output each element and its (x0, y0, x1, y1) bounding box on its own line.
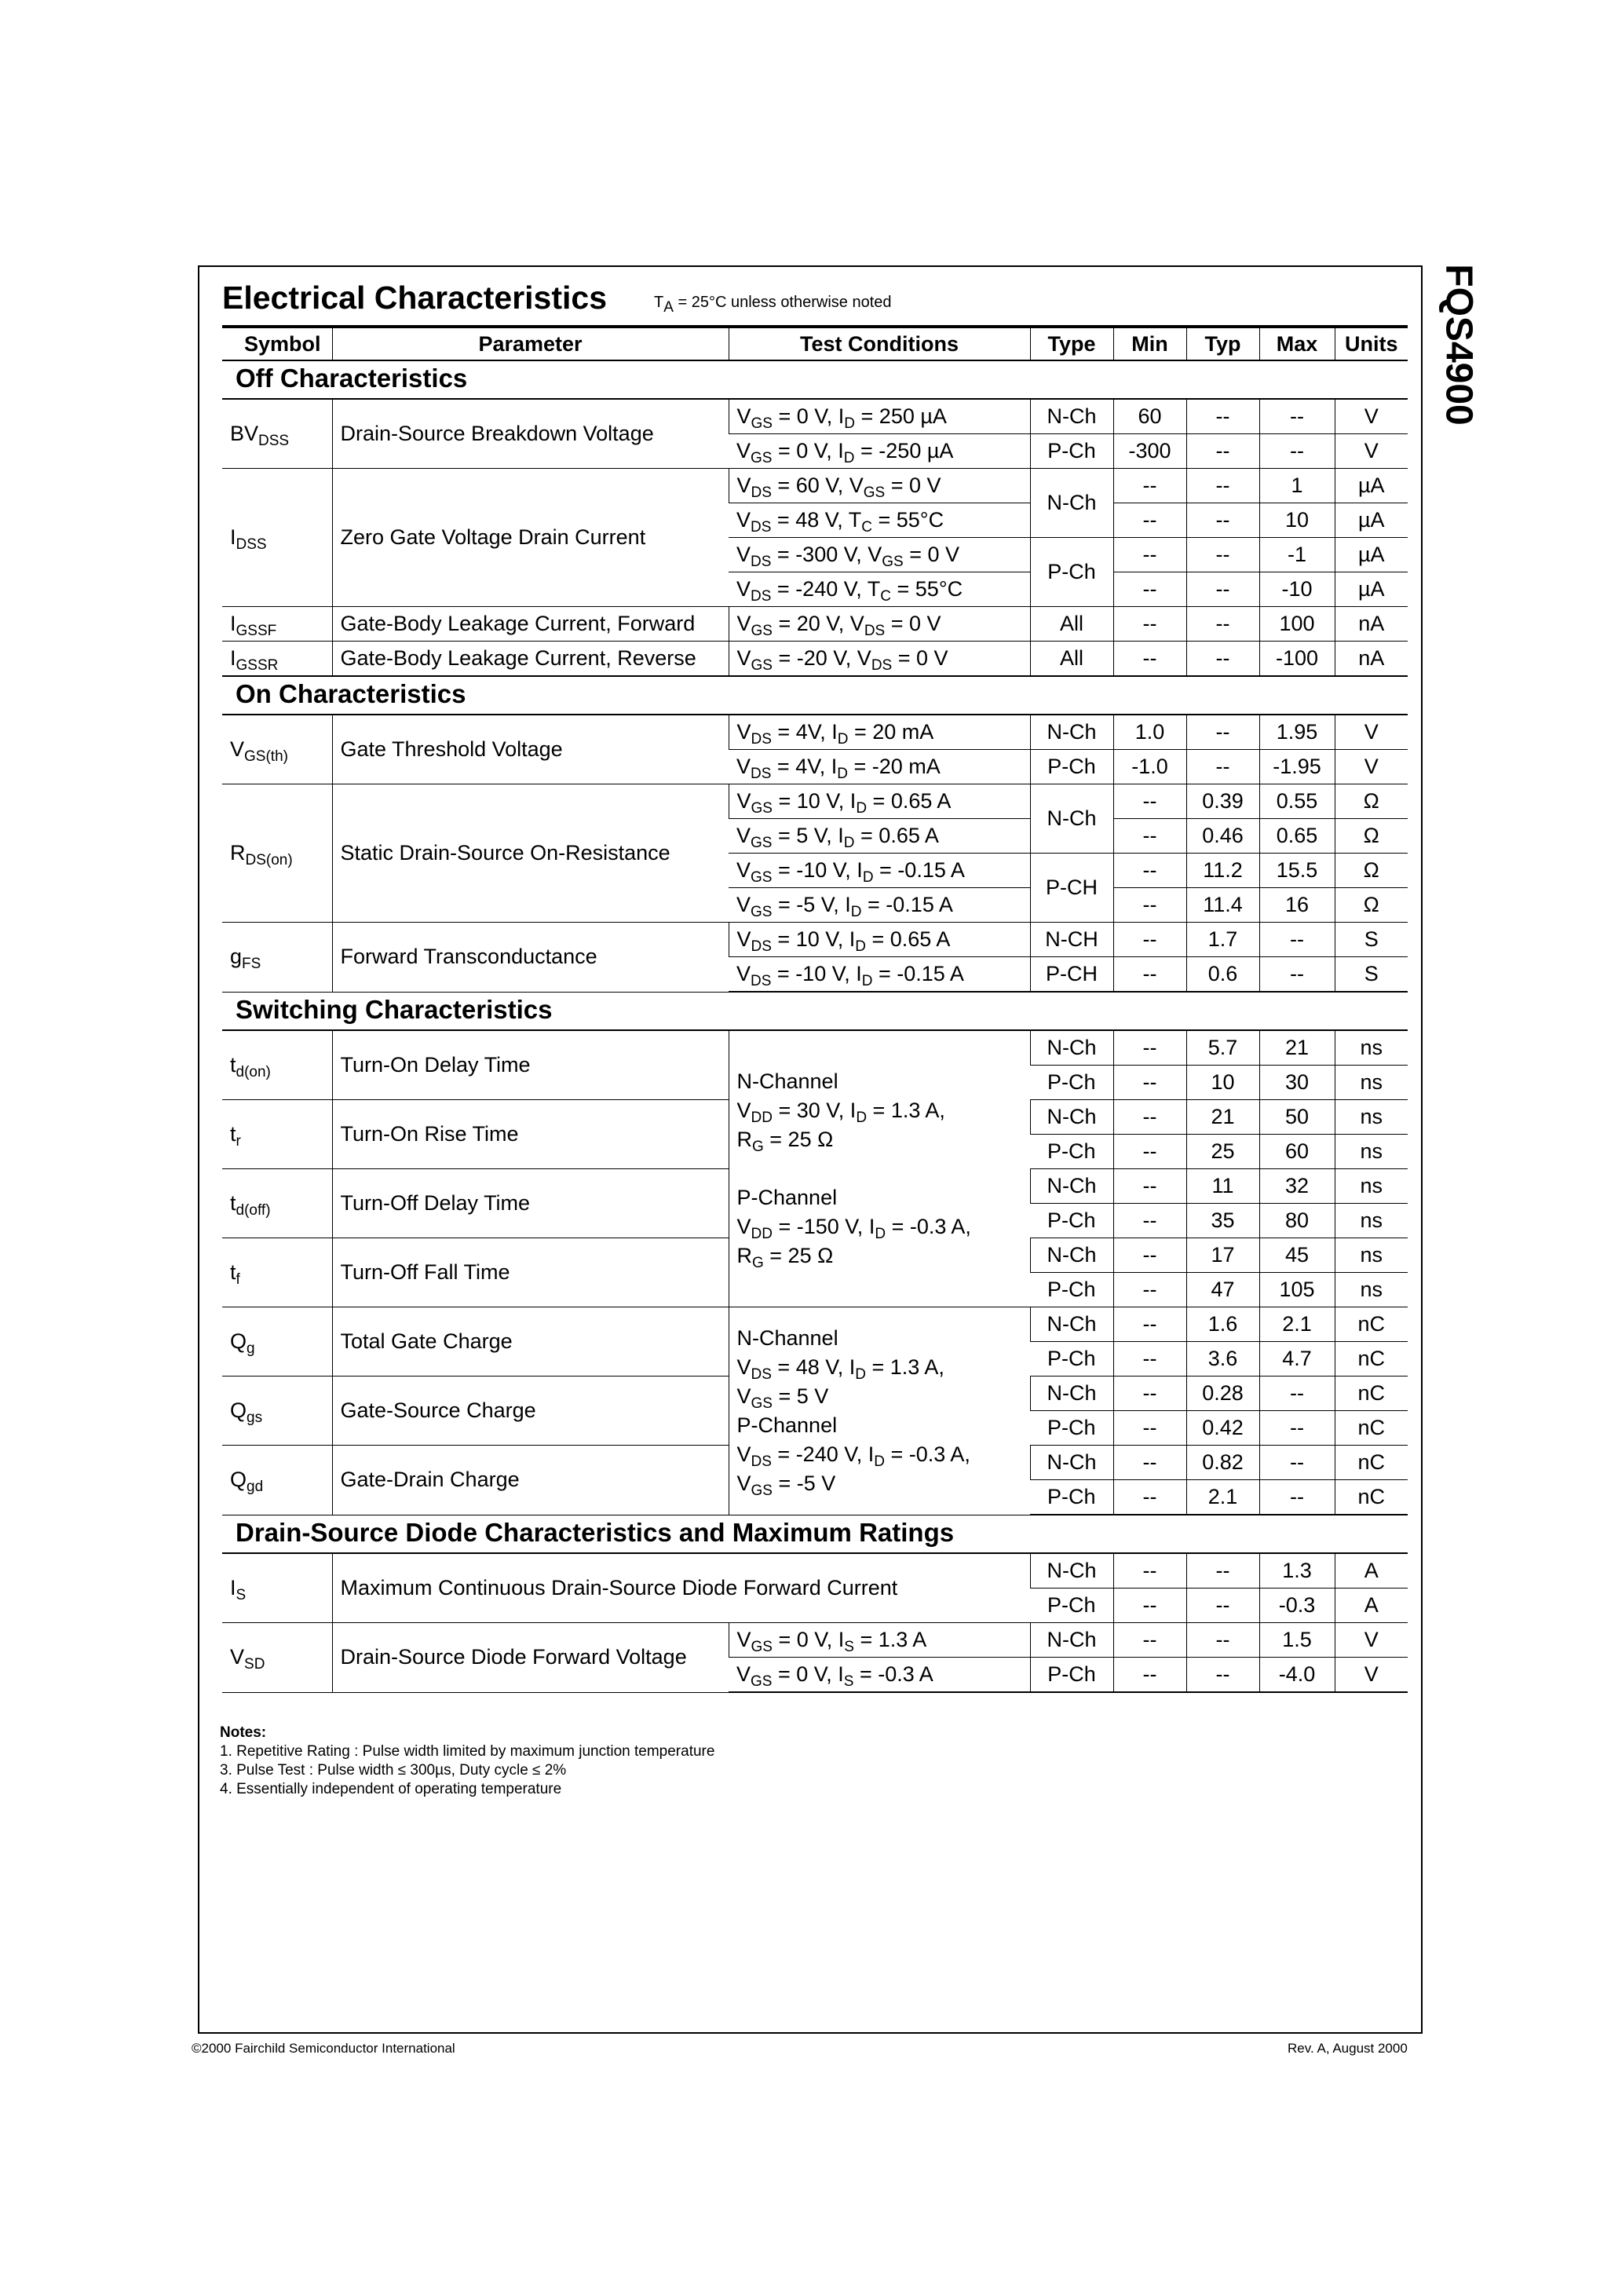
min-cell: -- (1113, 1411, 1186, 1446)
symbol-cell: $R_{DS(on)}$ (222, 784, 332, 923)
units-cell: V (1335, 434, 1408, 469)
typ-cell: -- (1186, 715, 1259, 750)
type-cell: N-Ch (1030, 784, 1113, 854)
units-cell: nC (1335, 1480, 1408, 1515)
type-cell: N-Ch (1030, 715, 1113, 750)
column-header: Typ (1186, 327, 1259, 360)
table-row (222, 469, 1408, 503)
symbol-cell: $I_{GSSF}$ (222, 607, 332, 642)
units-cell: V (1335, 399, 1408, 434)
max-cell: 50 (1259, 1100, 1335, 1135)
min-cell: -- (1113, 1100, 1186, 1135)
test-conditions-cell: $V_{DS} = -300$ V, $V_{GS} = 0$ V (729, 538, 1030, 572)
test-conditions-cell: N-Channel $V_{DD} = 30$ V, $I_D = 1.3$ A, $R_G = 25$ Ω P-Channel $V_{DD} = -150$ V, $I_D = -0.3$ A, $R_G = 25$ Ω (729, 1030, 1030, 1307)
section-header (222, 276, 1408, 324)
parameter-cell: Total Gate Charge (332, 1307, 729, 1377)
parameter-cell: Static Drain-Source On-Resistance (332, 784, 729, 923)
symbol-cell: $I_{DSS}$ (222, 469, 332, 607)
max-cell: -- (1259, 1446, 1335, 1480)
footer-copyright: ©2000 Fairchild Semiconductor International (192, 2041, 455, 2056)
column-header: Type (1030, 327, 1113, 360)
min-cell: -- (1113, 469, 1186, 503)
type-cell: P-Ch (1030, 1066, 1113, 1100)
max-cell: 60 (1259, 1135, 1335, 1169)
min-cell: -- (1113, 1238, 1186, 1273)
typ-cell: 0.28 (1186, 1377, 1259, 1411)
units-cell: nA (1335, 607, 1408, 642)
typ-cell: 17 (1186, 1238, 1259, 1273)
test-conditions-cell: $V_{GS} = 0$ V, $I_S = 1.3$ A (729, 1623, 1030, 1658)
max-cell: -- (1259, 1480, 1335, 1515)
units-cell: µA (1335, 469, 1408, 503)
min-cell: 60 (1113, 399, 1186, 434)
test-conditions-cell: $V_{DS} = -240$ V, $T_C = 55^\circ C$ (729, 572, 1030, 607)
typ-cell: 25 (1186, 1135, 1259, 1169)
max-cell: -- (1259, 1411, 1335, 1446)
max-cell: 1.95 (1259, 715, 1335, 750)
min-cell: -- (1113, 1589, 1186, 1623)
type-cell: N-CH (1030, 923, 1113, 957)
typ-cell: -- (1186, 399, 1259, 434)
table-row (222, 399, 1408, 434)
min-cell: -- (1113, 888, 1186, 923)
column-header: Parameter (332, 327, 729, 360)
parameter-cell: Gate-Body Leakage Current, Forward (332, 607, 729, 642)
units-cell: V (1335, 1658, 1408, 1693)
table-row (222, 642, 1408, 677)
parameter-cell: Gate Threshold Voltage (332, 715, 729, 784)
units-cell: Ω (1335, 784, 1408, 819)
test-conditions-cell: $V_{DS} = -10$ V, $I_D = -0.15$ A (729, 957, 1030, 993)
typ-cell: -- (1186, 538, 1259, 572)
typ-cell: -- (1186, 1623, 1259, 1658)
type-cell: P-Ch (1030, 1135, 1113, 1169)
symbol-cell: $t_{d(off)}$ (222, 1169, 332, 1238)
type-cell: N-Ch (1030, 1100, 1113, 1135)
footer-revision: Rev. A, August 2000 (1288, 2041, 1408, 2056)
condition-note: $T_A = 25^\circ C$ unless otherwise noted (654, 294, 892, 316)
table-row (222, 607, 1408, 642)
typ-cell: -- (1186, 572, 1259, 607)
type-cell: N-Ch (1030, 1377, 1113, 1411)
units-cell: nA (1335, 642, 1408, 677)
min-cell: -- (1113, 1377, 1186, 1411)
type-cell: P-Ch (1030, 1658, 1113, 1693)
min-cell: -- (1113, 1446, 1186, 1480)
typ-cell: -- (1186, 469, 1259, 503)
page-title: Electrical Characteristics (222, 280, 607, 316)
units-cell: nC (1335, 1446, 1408, 1480)
column-header: Max (1259, 327, 1335, 360)
max-cell: -- (1259, 1377, 1335, 1411)
units-cell: nC (1335, 1377, 1408, 1411)
max-cell: 15.5 (1259, 854, 1335, 888)
type-cell: P-CH (1030, 957, 1113, 993)
units-cell: S (1335, 957, 1408, 993)
column-header: Units (1335, 327, 1408, 360)
max-cell: 1.3 (1259, 1553, 1335, 1589)
typ-cell: 3.6 (1186, 1342, 1259, 1377)
typ-cell: -- (1186, 1589, 1259, 1623)
type-cell: N-Ch (1030, 1307, 1113, 1342)
units-cell: µA (1335, 572, 1408, 607)
units-cell: ns (1335, 1238, 1408, 1273)
max-cell: -1.95 (1259, 750, 1335, 784)
min-cell: -- (1113, 1342, 1186, 1377)
units-cell: A (1335, 1553, 1408, 1589)
max-cell: -0.3 (1259, 1589, 1335, 1623)
part-number-text: FQS4900 (1438, 264, 1480, 426)
typ-cell: 0.39 (1186, 784, 1259, 819)
typ-cell: -- (1186, 503, 1259, 538)
typ-cell: -- (1186, 642, 1259, 677)
test-conditions-cell: $V_{DS} = 10$ V, $I_D = 0.65$ A (729, 923, 1030, 957)
table-row (222, 923, 1408, 957)
symbol-cell: $Q_{gs}$ (222, 1377, 332, 1446)
min-cell: -- (1113, 1169, 1186, 1204)
table-row (222, 1553, 1408, 1589)
max-cell: 80 (1259, 1204, 1335, 1238)
max-cell: -10 (1259, 572, 1335, 607)
typ-cell: 11 (1186, 1169, 1259, 1204)
column-header: Min (1113, 327, 1186, 360)
units-cell: V (1335, 750, 1408, 784)
max-cell: 1.5 (1259, 1623, 1335, 1658)
symbol-cell: $t_r$ (222, 1100, 332, 1169)
units-cell: nC (1335, 1342, 1408, 1377)
min-cell: -- (1113, 923, 1186, 957)
typ-cell: 0.42 (1186, 1411, 1259, 1446)
note-item: 4. Essentially independent of operating temperature (220, 1781, 562, 1797)
test-conditions-cell: $V_{GS} = 0$ V, $I_S = -0.3$ A (729, 1658, 1030, 1693)
min-cell: -300 (1113, 434, 1186, 469)
min-cell: -- (1113, 1623, 1186, 1658)
notes (220, 1724, 714, 1799)
min-cell: -- (1113, 1480, 1186, 1515)
units-cell: Ω (1335, 819, 1408, 854)
typ-cell: 2.1 (1186, 1480, 1259, 1515)
symbol-cell: $Q_{gd}$ (222, 1446, 332, 1515)
type-cell: P-Ch (1030, 434, 1113, 469)
symbol-cell: $BV_{DSS}$ (222, 399, 332, 469)
max-cell: 10 (1259, 503, 1335, 538)
typ-cell: -- (1186, 607, 1259, 642)
typ-cell: 1.7 (1186, 923, 1259, 957)
min-cell: -- (1113, 538, 1186, 572)
type-cell: P-Ch (1030, 538, 1113, 607)
min-cell: -- (1113, 854, 1186, 888)
units-cell: ns (1335, 1169, 1408, 1204)
units-cell: Ω (1335, 854, 1408, 888)
units-cell: ns (1335, 1204, 1408, 1238)
max-cell: -100 (1259, 642, 1335, 677)
max-cell: 30 (1259, 1066, 1335, 1100)
part-number-label (1438, 262, 1480, 427)
typ-cell: -- (1186, 434, 1259, 469)
table-row (222, 1030, 1408, 1066)
electrical-characteristics-table (222, 325, 1408, 1693)
symbol-cell: $V_{GS(th)}$ (222, 715, 332, 784)
typ-cell: 11.2 (1186, 854, 1259, 888)
section-title-row (222, 676, 1408, 715)
min-cell: -- (1113, 957, 1186, 993)
min-cell: -- (1113, 1066, 1186, 1100)
parameter-cell: Forward Transconductance (332, 923, 729, 993)
parameter-cell: Drain-Source Breakdown Voltage (332, 399, 729, 469)
max-cell: 100 (1259, 607, 1335, 642)
notes-heading: Notes: (220, 1724, 267, 1741)
units-cell: V (1335, 715, 1408, 750)
parameter-cell: Turn-On Rise Time (332, 1100, 729, 1169)
units-cell: ns (1335, 1030, 1408, 1066)
table-row (222, 784, 1408, 819)
type-cell: P-Ch (1030, 1411, 1113, 1446)
typ-cell: -- (1186, 750, 1259, 784)
table-header-row (222, 327, 1408, 360)
max-cell: -- (1259, 957, 1335, 993)
min-cell: -- (1113, 1307, 1186, 1342)
note-item: 3. Pulse Test : Pulse width ≤ 300µs, Duty cycle ≤ 2% (220, 1762, 567, 1779)
test-conditions-cell: $V_{GS} = 20$ V, $V_{DS} = 0$ V (729, 607, 1030, 642)
units-cell: nC (1335, 1411, 1408, 1446)
type-cell: P-Ch (1030, 1480, 1113, 1515)
units-cell: ns (1335, 1066, 1408, 1100)
table-row (222, 715, 1408, 750)
test-conditions-cell: $V_{GS} = 10$ V, $I_D = 0.65$ A (729, 784, 1030, 819)
test-conditions-cell: $V_{GS} = 5$ V, $I_D = 0.65$ A (729, 819, 1030, 854)
symbol-cell: $Q_g$ (222, 1307, 332, 1377)
parameter-cell: Gate-Source Charge (332, 1377, 729, 1446)
min-cell: -- (1113, 1030, 1186, 1066)
min-cell: -- (1113, 1273, 1186, 1307)
parameter-cell: Gate-Drain Charge (332, 1446, 729, 1515)
max-cell: 2.1 (1259, 1307, 1335, 1342)
type-cell: N-Ch (1030, 1030, 1113, 1066)
min-cell: -- (1113, 784, 1186, 819)
type-cell: All (1030, 607, 1113, 642)
typ-cell: 0.46 (1186, 819, 1259, 854)
type-cell: N-Ch (1030, 1169, 1113, 1204)
typ-cell: 10 (1186, 1066, 1259, 1100)
section-title: Drain-Source Diode Characteristics and Maximum Ratings (222, 1515, 1408, 1553)
units-cell: µA (1335, 538, 1408, 572)
parameter-cell: Drain-Source Diode Forward Voltage (332, 1623, 729, 1693)
max-cell: 4.7 (1259, 1342, 1335, 1377)
type-cell: P-Ch (1030, 1589, 1113, 1623)
typ-cell: 11.4 (1186, 888, 1259, 923)
min-cell: -- (1113, 503, 1186, 538)
section-title: Off Characteristics (222, 360, 1408, 399)
min-cell: -- (1113, 642, 1186, 677)
symbol-cell: $I_S$ (222, 1553, 332, 1623)
units-cell: nC (1335, 1307, 1408, 1342)
units-cell: Ω (1335, 888, 1408, 923)
units-cell: ns (1335, 1100, 1408, 1135)
type-cell: All (1030, 642, 1113, 677)
max-cell: -4.0 (1259, 1658, 1335, 1693)
max-cell: 32 (1259, 1169, 1335, 1204)
typ-cell: 1.6 (1186, 1307, 1259, 1342)
section-title-row (222, 360, 1408, 399)
units-cell: ns (1335, 1135, 1408, 1169)
parameter-cell: Turn-On Delay Time (332, 1030, 729, 1100)
min-cell: -- (1113, 1553, 1186, 1589)
test-conditions-cell: $V_{DS} = 4V$, $I_D = -20$ mA (729, 750, 1030, 784)
max-cell: 16 (1259, 888, 1335, 923)
typ-cell: 5.7 (1186, 1030, 1259, 1066)
column-header: Symbol (222, 327, 332, 360)
type-cell: N-Ch (1030, 469, 1113, 538)
max-cell: -- (1259, 434, 1335, 469)
typ-cell: -- (1186, 1553, 1259, 1589)
test-conditions-cell: $V_{DS} = 48$ V, $T_C = 55^\circ C$ (729, 503, 1030, 538)
min-cell: -- (1113, 1135, 1186, 1169)
min-cell: -- (1113, 1204, 1186, 1238)
typ-cell: 21 (1186, 1100, 1259, 1135)
min-cell: -- (1113, 819, 1186, 854)
parameter-cell: Maximum Continuous Drain-Source Diode Forward Current (332, 1553, 1030, 1623)
max-cell: 0.65 (1259, 819, 1335, 854)
test-conditions-cell: $V_{GS} = -5$ V, $I_D = -0.15$ A (729, 888, 1030, 923)
units-cell: S (1335, 923, 1408, 957)
test-conditions-cell: N-Channel $V_{DS} = 48$ V, $I_D = 1.3$ A, $V_{GS} = 5$ V P-Channel $V_{DS} = -240$ V, $I_D = -0.3$ A, $V_{GS} = -5$ V (729, 1307, 1030, 1515)
type-cell: P-Ch (1030, 1204, 1113, 1238)
test-conditions-cell: $V_{GS} = -20$ V, $V_{DS} = 0$ V (729, 642, 1030, 677)
symbol-cell: $I_{GSSR}$ (222, 642, 332, 677)
type-cell: N-Ch (1030, 1446, 1113, 1480)
max-cell: 21 (1259, 1030, 1335, 1066)
type-cell: P-Ch (1030, 1342, 1113, 1377)
typ-cell: 47 (1186, 1273, 1259, 1307)
section-title: On Characteristics (222, 676, 1408, 715)
symbol-cell: $t_f$ (222, 1238, 332, 1307)
min-cell: -- (1113, 607, 1186, 642)
min-cell: 1.0 (1113, 715, 1186, 750)
typ-cell: 35 (1186, 1204, 1259, 1238)
max-cell: 45 (1259, 1238, 1335, 1273)
typ-cell: 0.82 (1186, 1446, 1259, 1480)
type-cell: P-CH (1030, 854, 1113, 923)
section-title-row (222, 992, 1408, 1030)
parameter-cell: Turn-Off Delay Time (332, 1169, 729, 1238)
units-cell: ns (1335, 1273, 1408, 1307)
test-conditions-cell: $V_{DS} = 60$ V, $V_{GS} = 0$ V (729, 469, 1030, 503)
note-item: 1. Repetitive Rating : Pulse width limited by maximum junction temperature (220, 1743, 715, 1760)
max-cell: 1 (1259, 469, 1335, 503)
min-cell: -- (1113, 572, 1186, 607)
max-cell: -- (1259, 923, 1335, 957)
symbol-cell: $V_{SD}$ (222, 1623, 332, 1693)
max-cell: -- (1259, 399, 1335, 434)
units-cell: µA (1335, 503, 1408, 538)
type-cell: N-Ch (1030, 1238, 1113, 1273)
parameter-cell: Zero Gate Voltage Drain Current (332, 469, 729, 607)
max-cell: 105 (1259, 1273, 1335, 1307)
column-header: Test Conditions (729, 327, 1030, 360)
test-conditions-cell: $V_{GS} = 0$ V, $I_D = 250$ µA (729, 399, 1030, 434)
symbol-cell: $t_{d(on)}$ (222, 1030, 332, 1100)
type-cell: P-Ch (1030, 1273, 1113, 1307)
section-title-row (222, 1515, 1408, 1553)
typ-cell: 0.6 (1186, 957, 1259, 993)
test-conditions-cell: $V_{DS} = 4V$, $I_D = 20$ mA (729, 715, 1030, 750)
min-cell: -1.0 (1113, 750, 1186, 784)
type-cell: N-Ch (1030, 1553, 1113, 1589)
parameter-cell: Gate-Body Leakage Current, Reverse (332, 642, 729, 677)
max-cell: -1 (1259, 538, 1335, 572)
parameter-cell: Turn-Off Fall Time (332, 1238, 729, 1307)
type-cell: N-Ch (1030, 1623, 1113, 1658)
table-row (222, 1307, 1408, 1342)
section-title: Switching Characteristics (222, 992, 1408, 1030)
type-cell: P-Ch (1030, 750, 1113, 784)
type-cell: N-Ch (1030, 399, 1113, 434)
min-cell: -- (1113, 1658, 1186, 1693)
test-conditions-cell: $V_{GS} = -10$ V, $I_D = -0.15$ A (729, 854, 1030, 888)
max-cell: 0.55 (1259, 784, 1335, 819)
units-cell: A (1335, 1589, 1408, 1623)
symbol-cell: $g_{FS}$ (222, 923, 332, 993)
units-cell: V (1335, 1623, 1408, 1658)
test-conditions-cell: $V_{GS} = 0$ V, $I_D = -250$ µA (729, 434, 1030, 469)
typ-cell: -- (1186, 1658, 1259, 1693)
table-row (222, 1623, 1408, 1658)
